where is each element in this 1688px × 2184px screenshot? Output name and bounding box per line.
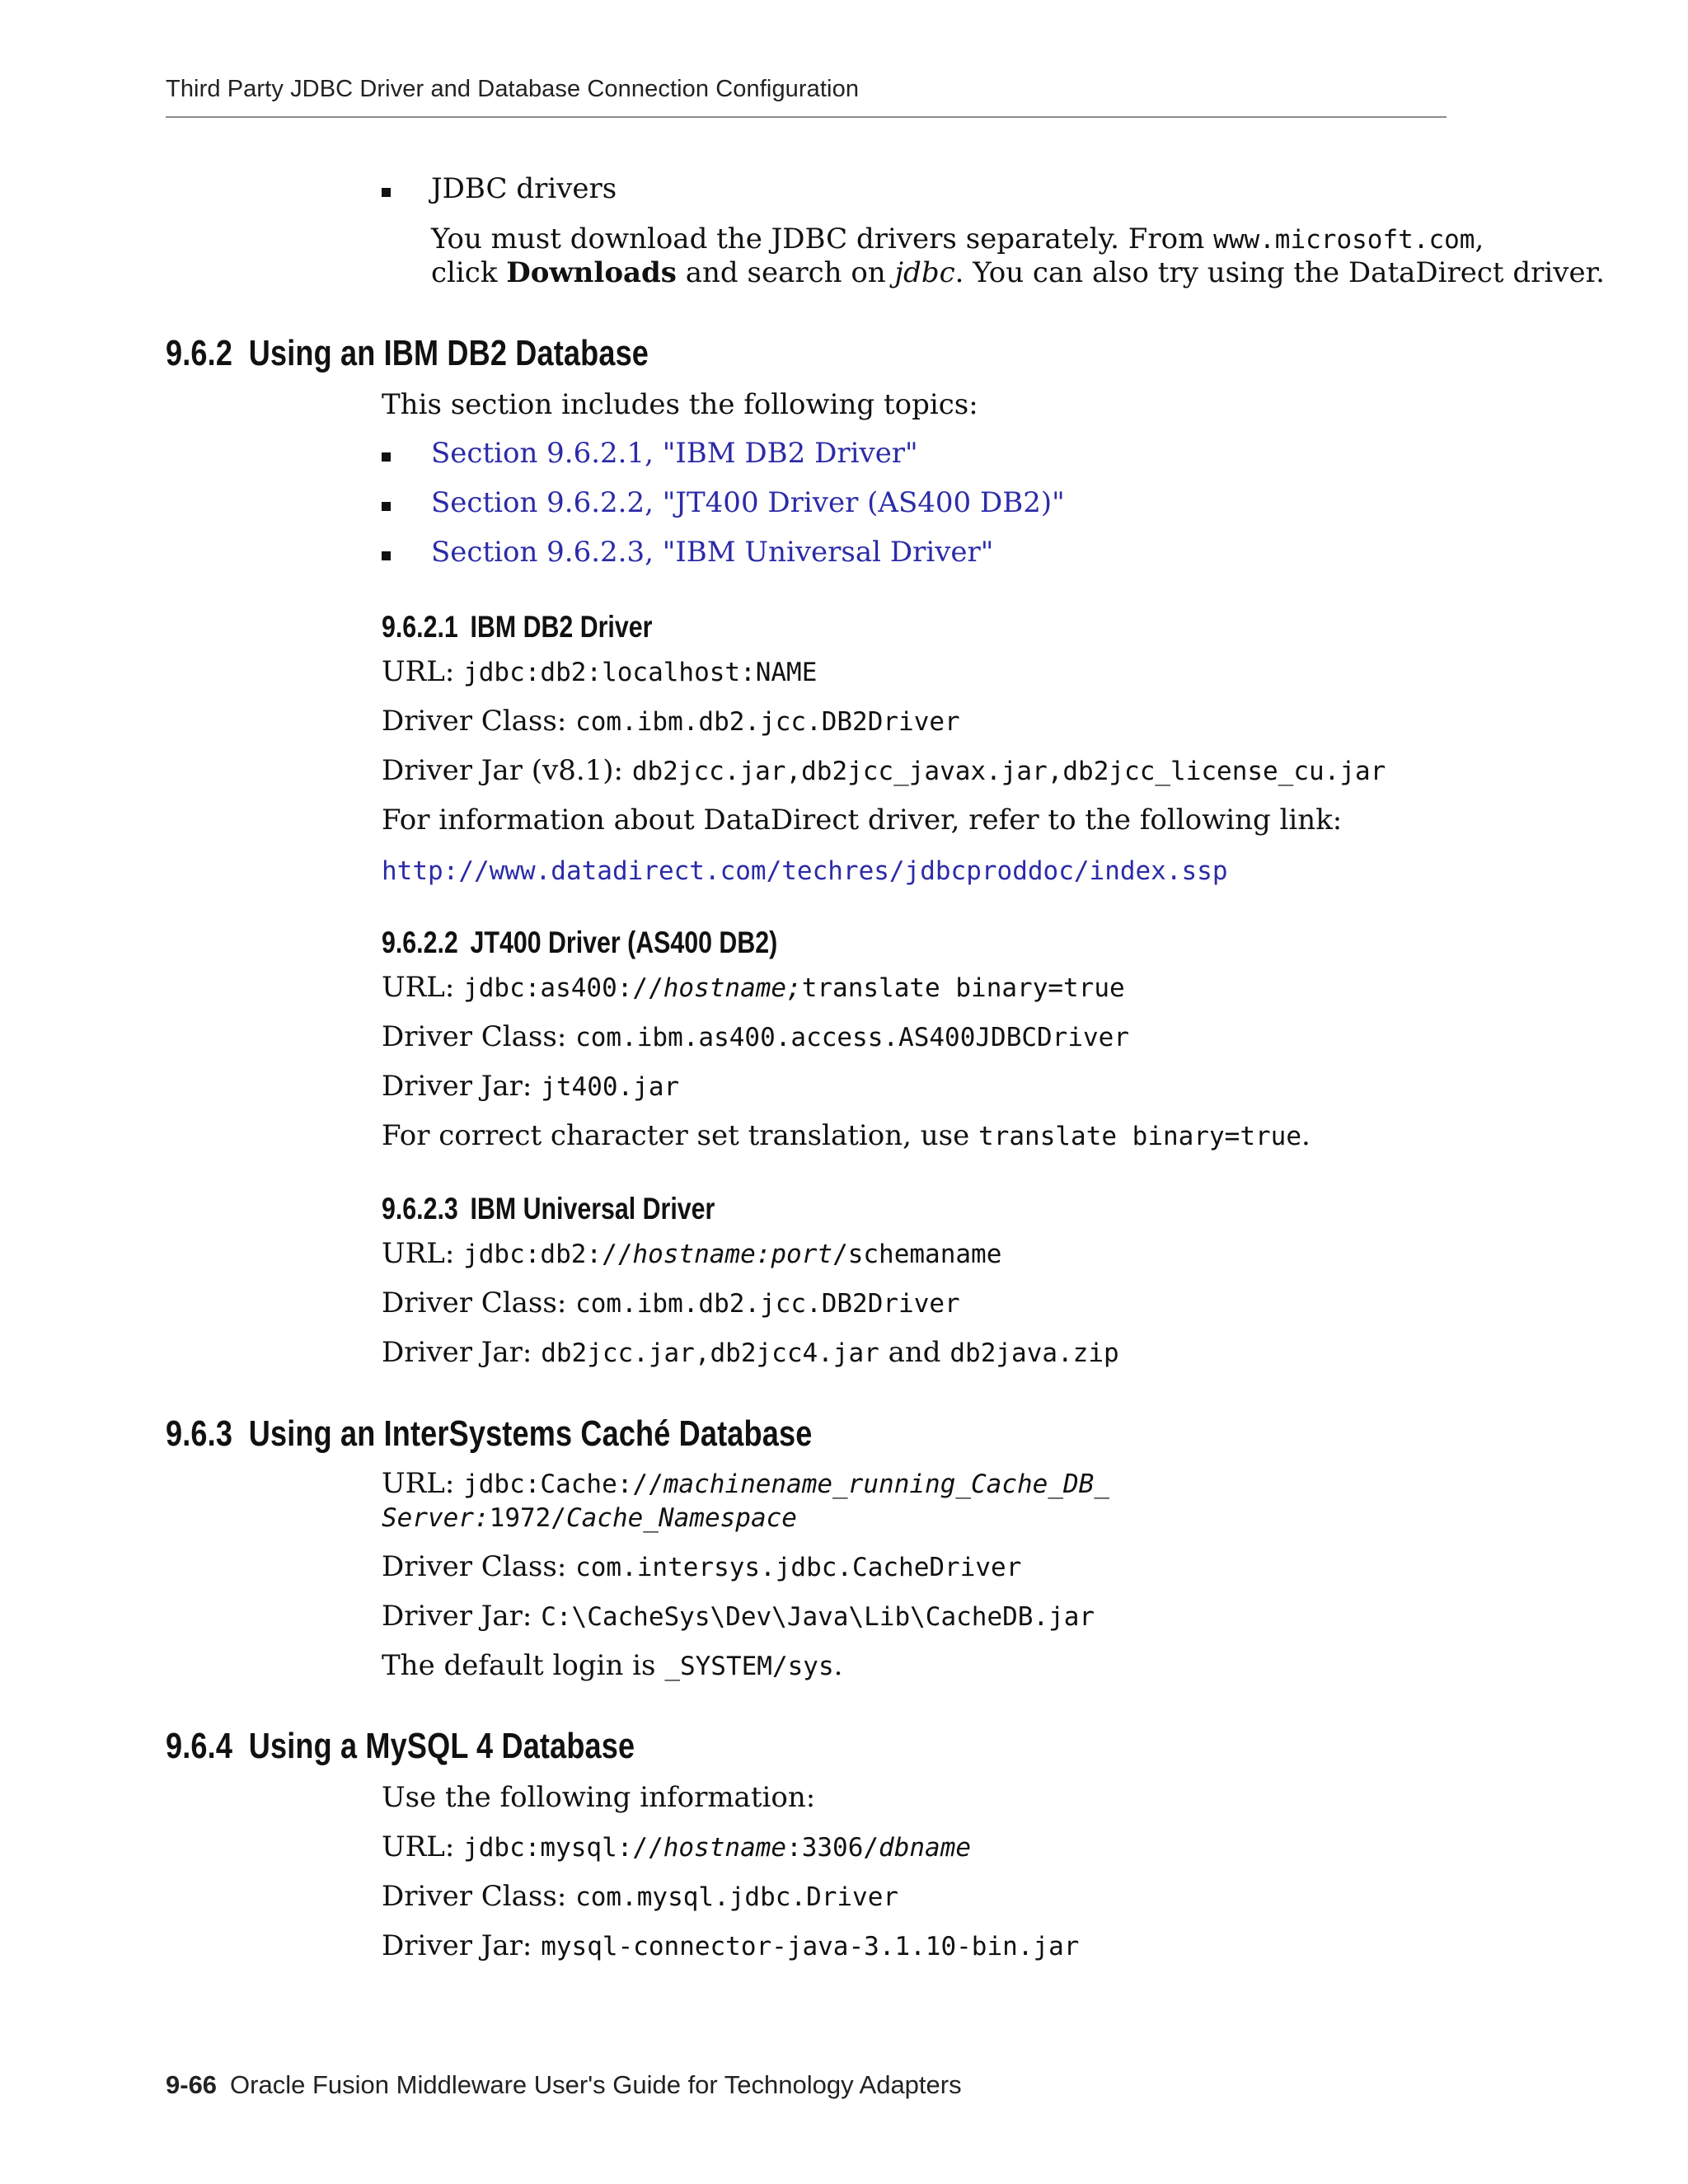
s963-driver-class: Driver Class: com.intersys.jdbc.CacheDriver <box>382 1550 1022 1583</box>
section-heading-9-6-3: 9.6.3 Using an InterSystems Caché Database <box>166 1413 813 1454</box>
s964-intro: Use the following information: <box>382 1781 816 1814</box>
s9621-info: For information about DataDirect driver, refer to the following link: <box>382 804 1343 837</box>
s9623-url: URL: jdbc:db2://hostname:port/schemaname <box>382 1237 1002 1270</box>
header-rule <box>166 116 1447 118</box>
bullet-jdbc-drivers: JDBC drivers <box>431 172 617 205</box>
s9621-url: URL: jdbc:db2:localhost:NAME <box>382 655 818 688</box>
s963-url-line-2: Server:1972/Cache_Namespace <box>382 1503 797 1533</box>
page-number: 9-66 <box>166 2070 218 2099</box>
jdbc-italic: jdbc <box>894 256 955 289</box>
link-section-9-6-2-1[interactable]: Section 9.6.2.1, "IBM DB2 Driver" <box>431 437 918 470</box>
microsoft-url: www.microsoft.com <box>1213 225 1475 255</box>
s963-default-login: The default login is _SYSTEM/sys. <box>382 1649 843 1682</box>
s9621-driver-class: Driver Class: com.ibm.db2.jcc.DB2Driver <box>382 705 960 738</box>
section-heading-9-6-2-1: 9.6.2.1 IBM DB2 Driver <box>382 610 653 644</box>
intro-line-1: You must download the JDBC drivers separately. From www.microsoft.com, <box>431 223 1484 255</box>
s964-driver-class: Driver Class: com.mysql.jdbc.Driver <box>382 1880 899 1913</box>
s962-intro: This section includes the following topics: <box>382 388 978 421</box>
datadirect-link[interactable]: http://www.datadirect.com/techres/jdbcproddoc/index.ssp <box>382 856 1228 886</box>
s9622-driver-class: Driver Class: com.ibm.as400.access.AS400JDBCDriver <box>382 1020 1129 1053</box>
s963-driver-jar: Driver Jar: C:\CacheSys\Dev\Java\Lib\CacheDB.jar <box>382 1600 1095 1633</box>
downloads-bold: Downloads <box>506 256 677 289</box>
bullet-icon <box>382 188 391 197</box>
s9623-driver-class: Driver Class: com.ibm.db2.jcc.DB2Driver <box>382 1286 960 1319</box>
s964-driver-jar: Driver Jar: mysql-connector-java-3.1.10-bin.jar <box>382 1929 1080 1962</box>
s9621-driver-jar: Driver Jar (v8.1): db2jcc.jar,db2jcc_javax.jar,db2jcc_license_cu.jar <box>382 754 1386 787</box>
section-heading-9-6-2: 9.6.2 Using an IBM DB2 Database <box>166 333 649 373</box>
s963-url-line-1: URL: jdbc:Cache://machinename_running_Cache_DB_ <box>382 1467 1109 1500</box>
running-header: Third Party JDBC Driver and Database Connection Configuration <box>166 76 860 102</box>
intro-line-2: click Downloads and search on jdbc. You can also try using the DataDirect driver. <box>431 256 1605 289</box>
bullet-icon <box>382 452 391 462</box>
s9622-driver-jar: Driver Jar: jt400.jar <box>382 1070 680 1103</box>
s964-url: URL: jdbc:mysql://hostname:3306/dbname <box>382 1830 972 1863</box>
bullet-icon <box>382 551 391 560</box>
s9622-note: For correct character set translation, use translate binary=true. <box>382 1119 1311 1152</box>
s9622-url: URL: jdbc:as400://hostname;translate binary=true <box>382 971 1125 1004</box>
link-section-9-6-2-3[interactable]: Section 9.6.2.3, "IBM Universal Driver" <box>431 536 994 569</box>
section-heading-9-6-4: 9.6.4 Using a MySQL 4 Database <box>166 1726 635 1766</box>
page-footer <box>166 2070 962 2100</box>
s9623-driver-jar: Driver Jar: db2jcc.jar,db2jcc4.jar and db2java.zip <box>382 1336 1119 1369</box>
link-section-9-6-2-2[interactable]: Section 9.6.2.2, "JT400 Driver (AS400 DB2)" <box>431 486 1065 519</box>
section-heading-9-6-2-2: 9.6.2.2 JT400 Driver (AS400 DB2) <box>382 926 778 959</box>
book-title: Oracle Fusion Middleware User's Guide for Technology Adapters <box>230 2070 962 2099</box>
bullet-icon <box>382 502 391 511</box>
section-heading-9-6-2-3: 9.6.2.3 IBM Universal Driver <box>382 1192 715 1226</box>
